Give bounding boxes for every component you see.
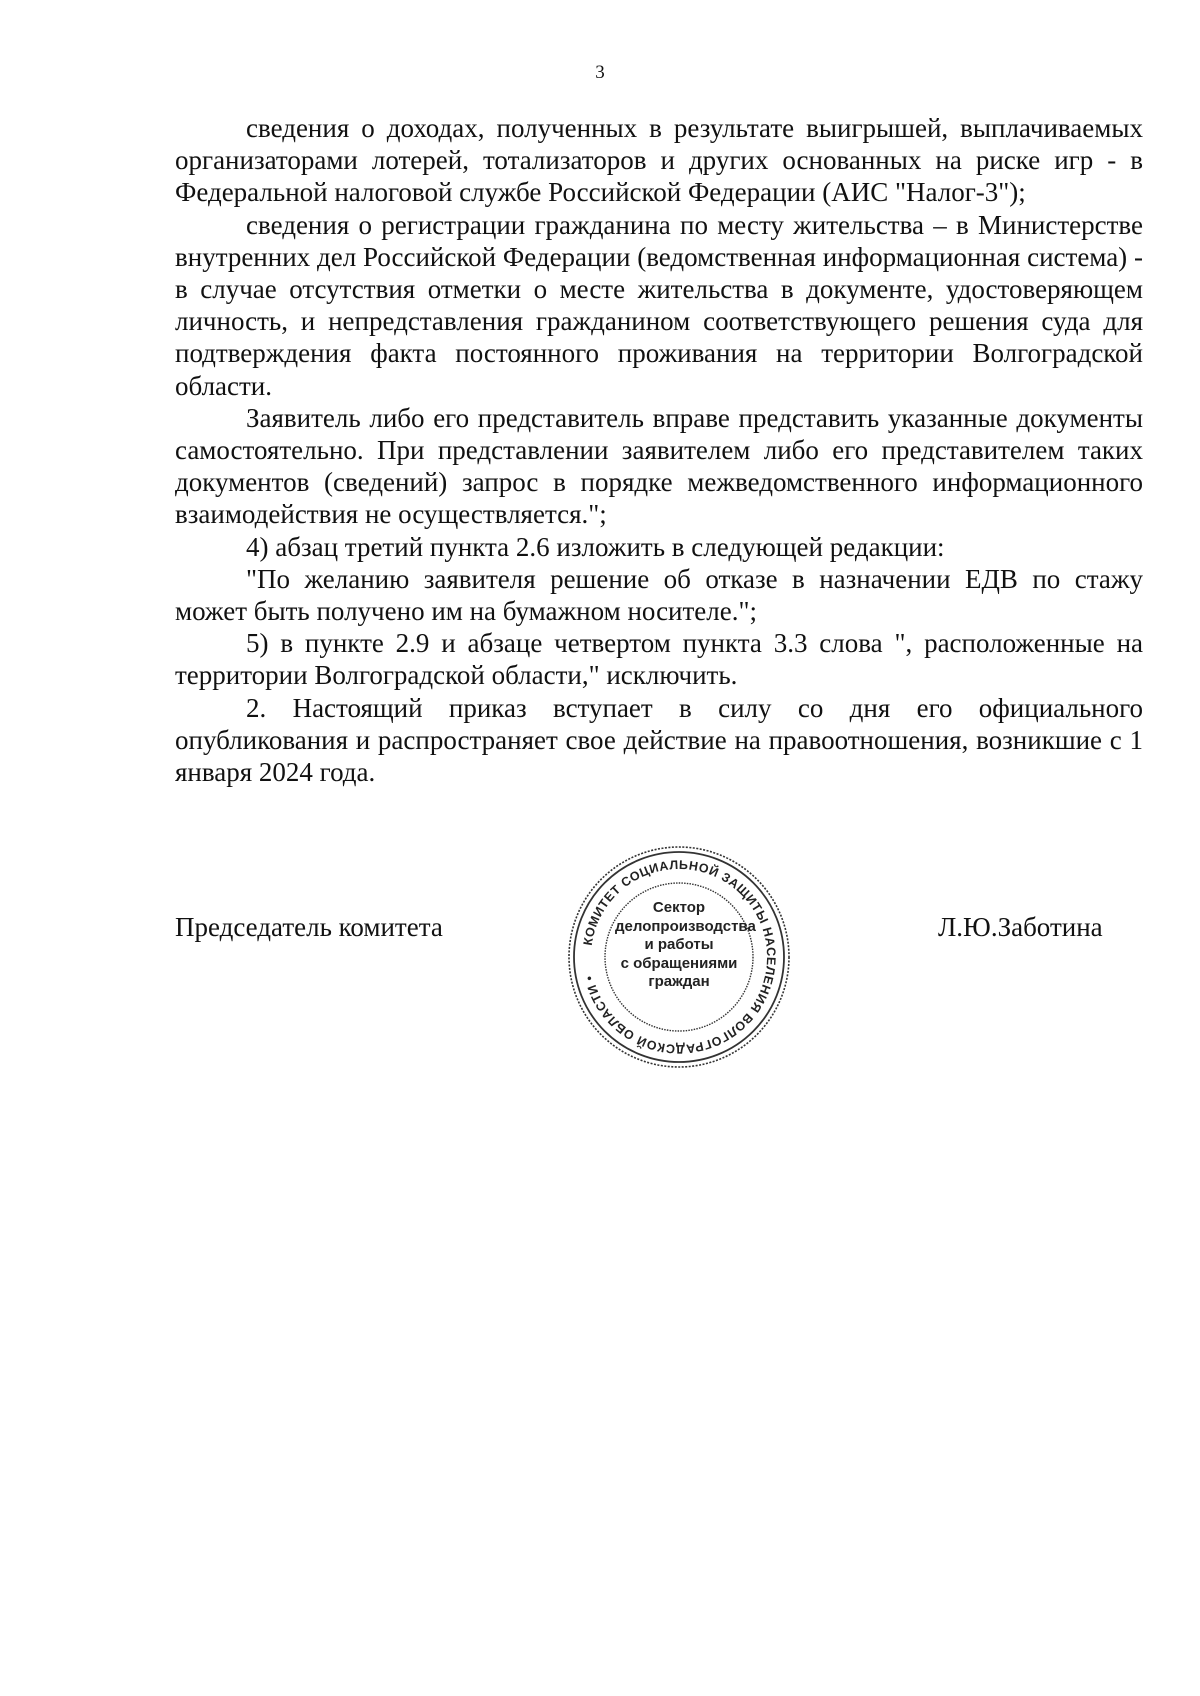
page-number: 3: [595, 62, 605, 83]
stamp-ring-text: КОМИТЕТ СОЦИАЛЬНОЙ ЗАЩИТЫ НАСЕЛЕНИЯ ВОЛГОГРАДСКОЙ ОБЛАСТИ •: [580, 857, 779, 1057]
stamp-line: делопроизводства: [615, 917, 756, 935]
official-stamp: [565, 843, 793, 1071]
signatory-title: Председатель комитета: [175, 912, 443, 942]
paragraph-income-info: сведения о доходах, полученных в результате выигрышей, выплачиваемых организаторами лотерей, тотализаторов и других основанных на риске игр - в Федеральной налоговой службе Российской Федерации (АИС "Налог-3");: [175, 113, 1143, 208]
paragraph-item-5: 5) в пункте 2.9 и абзаце четвертом пункта 3.3 слова ", расположенные на территории Волгоградской области," исключить.: [175, 628, 1143, 691]
stamp-line: граждан: [648, 973, 710, 990]
paragraph-item-4: 4) абзац третий пункта 2.6 изложить в следующей редакции:: [246, 531, 945, 562]
paragraph-registration-info: сведения о регистрации гражданина по месту жительства – в Министерстве внутренних дел Российской Федерации (ведомственная информационная система) - в случае отсутствия отметки о месте жительства в документе, удостоверяющем личность, и непредставления гражданином соответствующего решения суда для подтверждения факта постоянного проживания на территории Волгоградской области.: [175, 209, 1143, 401]
stamp-line: с обращениями: [620, 954, 738, 972]
document-body: [175, 112, 1143, 788]
signatory-name: Л.Ю.Заботина: [938, 912, 1103, 942]
paragraph-applicant-right: Заявитель либо его представитель вправе представить указанные документы самостоятельно. При представлении заявителем либо его представителем таких документов (сведений) запрос в порядке межведомственного информационного взаимодействия не осуществляется.";: [175, 402, 1143, 530]
stamp-line: Сектор: [652, 899, 706, 916]
stamp-center-text: [615, 899, 756, 992]
paragraph-effective-date: 2. Настоящий приказ вступает в силу со дня его официального опубликования и распространяет свое действие на правоотношения, возникшие с 1 января 2024 года.: [175, 692, 1143, 788]
paragraph-item-4-quote: "По желанию заявителя решение об отказе в назначении ЕДВ по стажу может быть получено им на бумажном носителе.";: [175, 563, 1143, 627]
stamp-line: и работы: [644, 936, 714, 953]
